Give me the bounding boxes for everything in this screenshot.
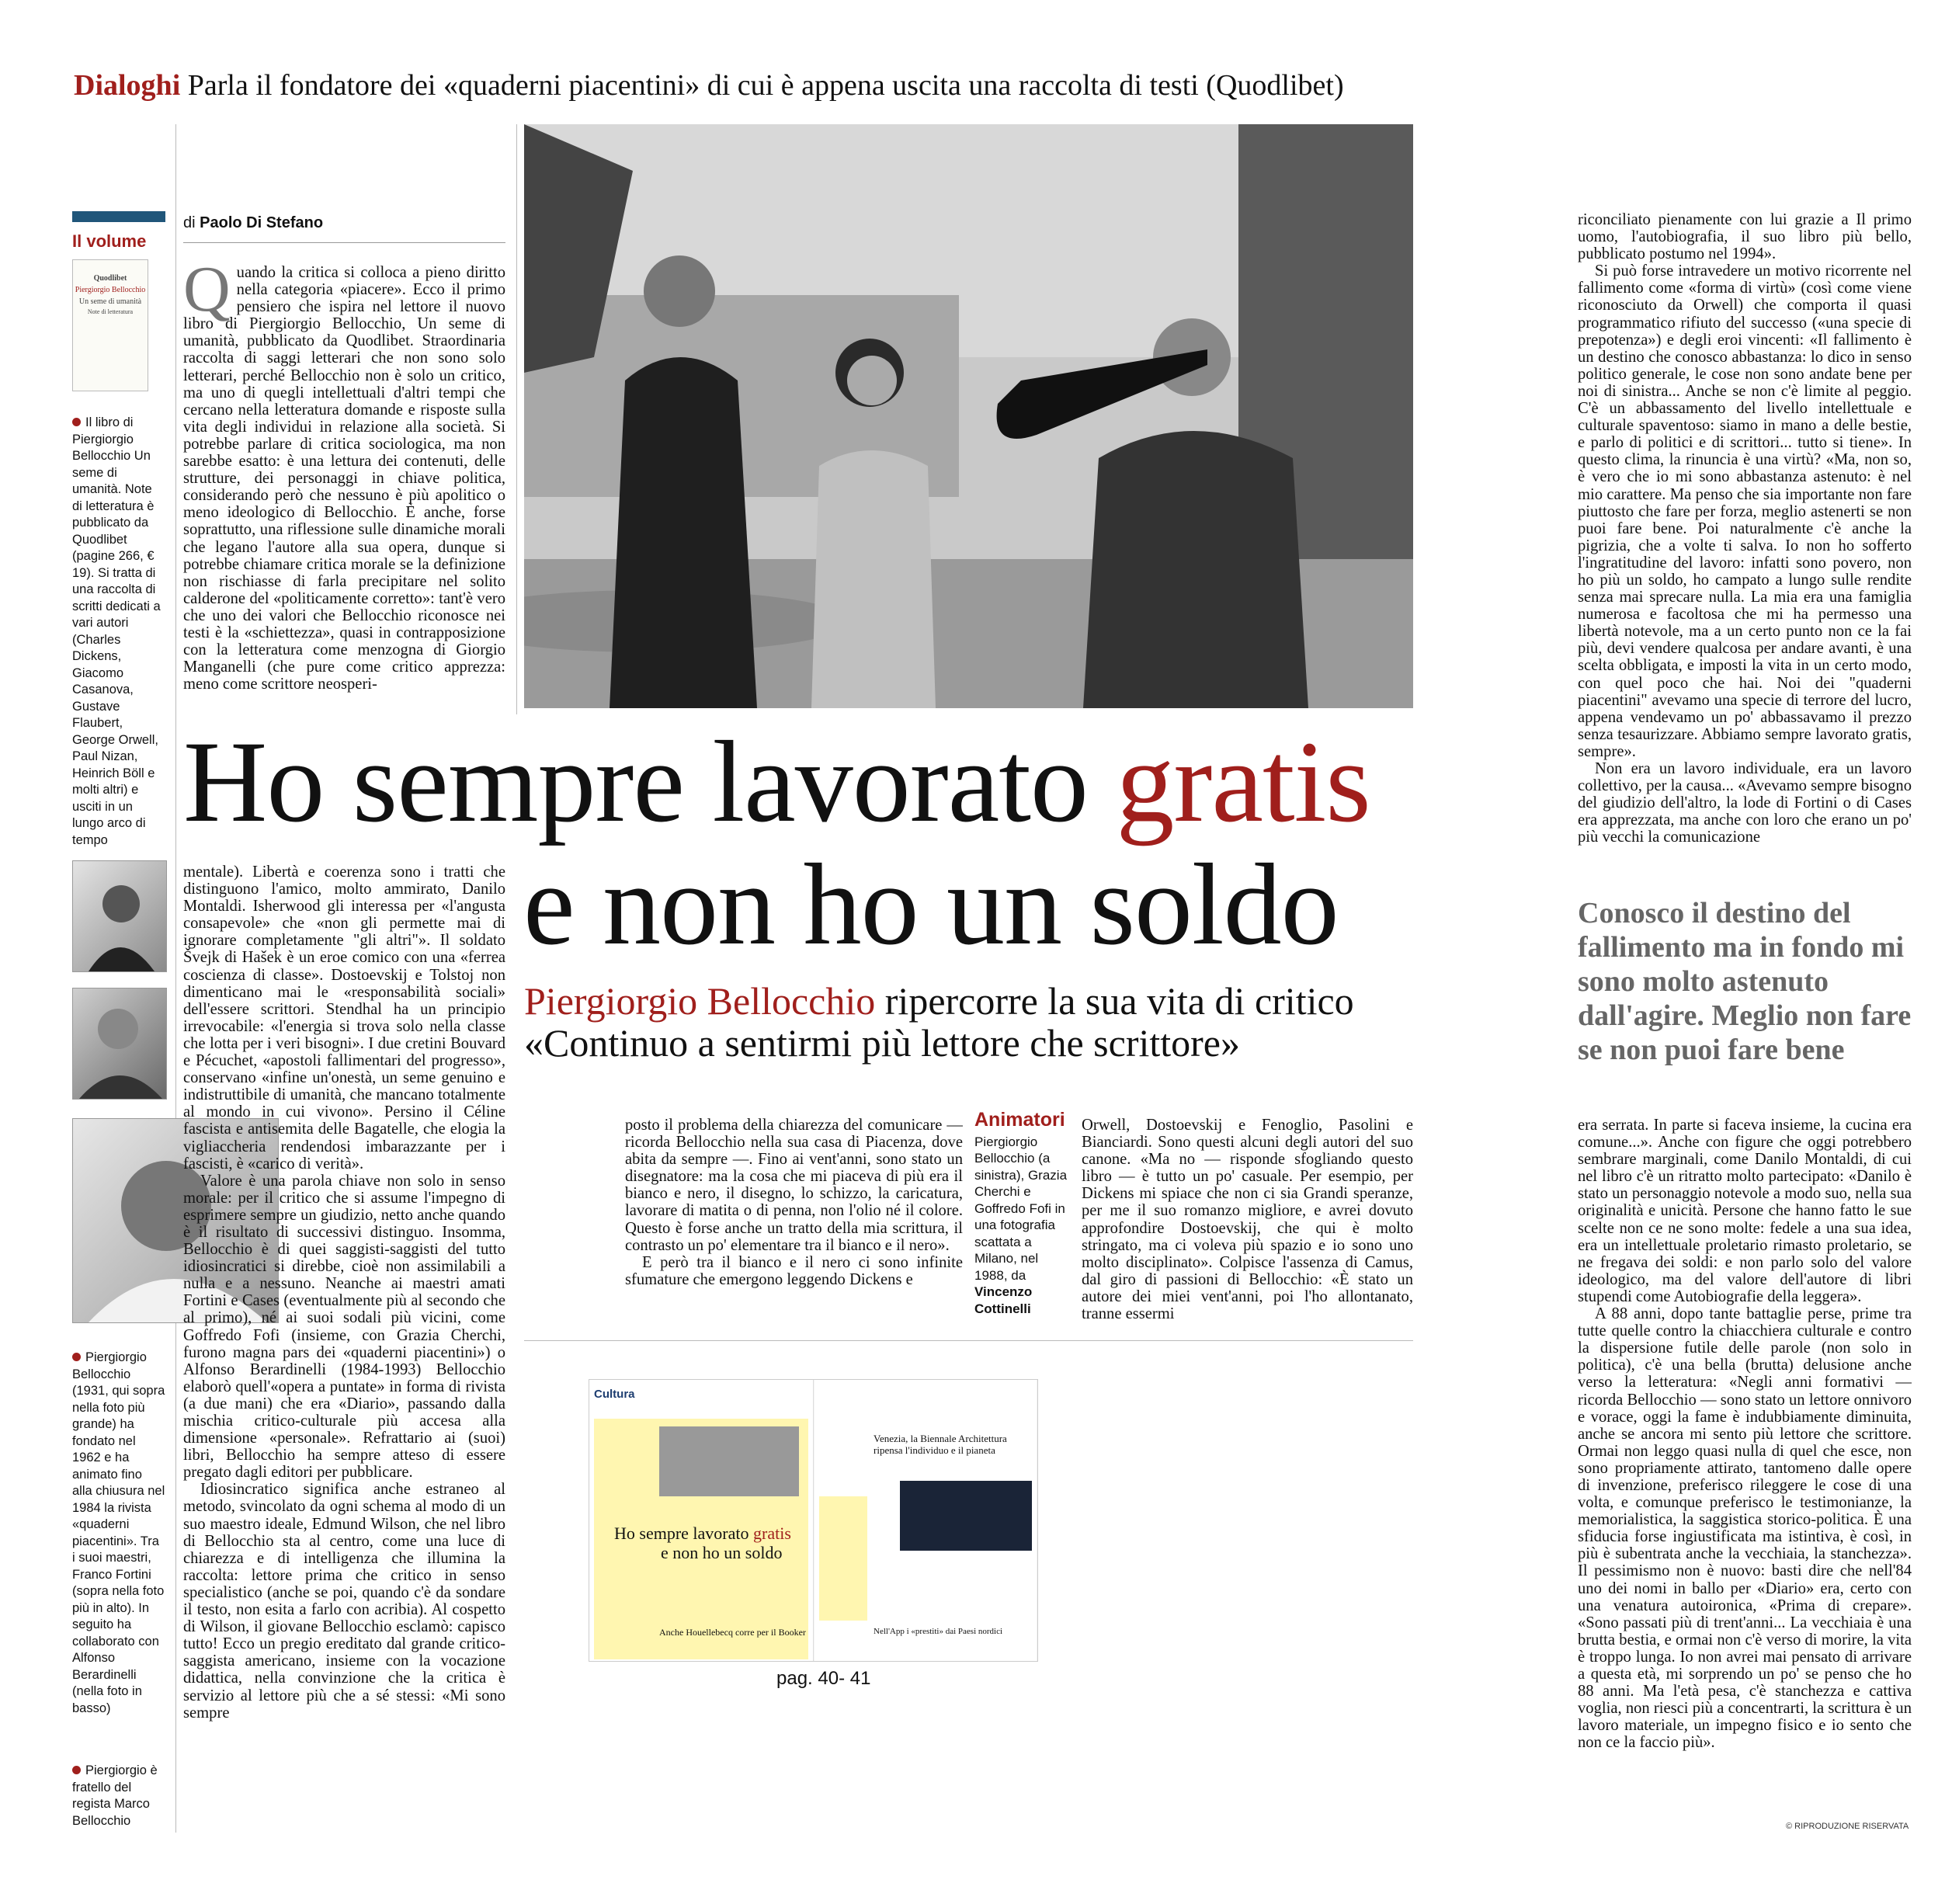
bullet-icon <box>72 418 81 426</box>
thumb-headline: Ho sempre lavorato gratis <box>614 1524 791 1543</box>
pull-quote: Conosco il destino del fallimento ma in fondo mi sono molto astenuto dall'agire. Meglio non fare se non puoi fare bene <box>1578 897 1912 1066</box>
book-publisher: Quodlibet <box>93 274 127 283</box>
thumb-left-page <box>589 1380 814 1661</box>
article-column-4b: era serrata. In parte si faceva insieme, la cucina era comune...». Anche con figure che oggi potrebbero sembrare marginali, come Danilo Montaldi, di cui nel libro c'è un ritratto molto partecipato: «Danilo è stato un personaggio notevole a modo suo, nella sua originalità e unicità. Persone che hanno fatto le sue scelte non ce ne sono molte: fedele a una sua idea, era un intellettuale proletario rimasto proletario, se ne fregava dei soldi: e non parlo solo del valore ideologico, ma del valore dell'autore di libri stupendi come Autobiografie della leggera». A 88 anni, dopo tante battaglie perse, prime tra tutte quelle contro la chiacchiera culturale e contro la dispersione futile delle parole (non solo in politica), c'è una bella (brutta) delusione anche verso la letteratura: «Negli anni formativi — ricorda Bellocchio — sono stato un lettore onnivoro e vorace, oggi la fame è indubbiamente diminuita, anche se ancora mi sento più lettore che scrittore. Ormai non leggo quasi nulla di quel che esce, non sono propriamente attirato, tantomeno dalle opere di invenzione, preferisco rileggere le cose di una volta, e comunque preferisco le testimonianze, la memorialistica, la saggistica storico-politica. È una sfiducia forse ingiustificata ma istintiva, è così, in più è subentrata anche la vecchiaia, la stanchezza». Il pessimismo non è nuovo: basti dire che nell'84 uno dei nomi in ballo per «Diario» era, certo con una venatura autoironica, «Prima di crepare». «Sono passati più di trent'anni... La vecchiaia è una brutta bestia, e ormai non c'è verso di morire, la vita è troppo lunga. Io non avrei mai pensato di arrivare a questa età, mi sorprendo un po' se penso che ho 88 anni. Ma l'età pesa, c'è stanchezza e cattiva voglia, non riesci più a concentrarti, la scrittura è un lavoro materiale, un impegno fisico e io sento che non ce la faccio più». <box>1578 1117 1912 1752</box>
photo-caption: Animatori Piergiorgio Bellocchio (a sinistra), Grazia Cherchi e Goffredo Fofi in una fotografia scattata a Milano, nel 1988, da Vincenzo Cottinelli <box>974 1109 1068 1316</box>
sidebar <box>72 211 165 849</box>
caption-title: Animatori <box>974 1109 1065 1131</box>
byline: di Paolo Di Stefano <box>183 214 324 231</box>
photo-credit: Vincenzo Cottinelli <box>974 1284 1033 1316</box>
book-title: Un seme di umanità <box>78 297 142 306</box>
kicker-tag: Dialoghi <box>74 69 181 102</box>
thumb-right-highlight <box>819 1496 867 1621</box>
thumb-headline-2: e non ho un soldo <box>661 1543 783 1562</box>
headline-highlight: gratis <box>1116 717 1370 846</box>
sidebar-note: Piergiorgio è fratello del regista Marco Bellocchio <box>72 1763 158 1828</box>
article-column-3: Orwell, Dostoevskij e Fenoglio, Pasolini e Bianciardi. Sono questi alcuni degli autori del suo canone. «Ma no — risponde sfogliando questo libro — è tutto un po' casuale. Per esempio, per Dickens mi spiace che non ci sia Grandi speranze, per me il suo romanzo migliore, e avrei dovuto approfondire Dostoevskij, che qui è molto stringato, ma ci voleva più spazio e io sono uno molto disciplinato». Colpisce l'assenza di Camus, dal giro di passioni di Bellocchio: «È stato un autore dei miei vent'anni, poi l'ho allontanato, tranne essermi <box>1082 1117 1413 1323</box>
portrait-berardinelli <box>72 988 167 1100</box>
sidebar-note: Il libro di Piergiorgio Bellocchio Un seme di umanità. Note di letteratura è pubblicato da Quodlibet (pagine 266, € 19). Si tratta di una raccolta di scritti dedicati a vari autori (Charles Dickens, Giacomo Casanova, Gustave Flaubert, George Orwell, Paul Nizan, Heinrich Böll e molti altri) e usciti in un lungo arco di tempo <box>72 415 161 847</box>
thumb-right-page <box>814 1380 1037 1661</box>
sidebar-bar <box>72 211 165 222</box>
portrait-fortini <box>72 860 167 972</box>
thumb-section: Cultura <box>594 1388 635 1401</box>
column-rule <box>175 124 176 1833</box>
byline-rule <box>183 242 505 243</box>
book-author: Piergiorgio Bellocchio <box>75 286 146 294</box>
section-divider <box>524 1340 1413 1341</box>
author-name: Paolo Di Stefano <box>200 214 324 231</box>
thumb-right-photo <box>900 1481 1032 1551</box>
headline-line2: e non ho un soldo <box>523 840 1339 969</box>
bullet-icon <box>72 1766 81 1774</box>
book-subtitle: Note di letteratura <box>87 308 134 315</box>
kicker-text: Parla il fondatore dei «quaderni piacentini» di cui è appena uscita una raccolta di testi (Quodlibet) <box>187 69 1344 102</box>
article-column-1: Quando la critica si colloca a pieno diritto nella categoria «piacere». Ecco il primo pensiero che ispira nel lettore il nuovo libro di Piergiorgio Bellocchio, Un seme di umanità, pubblicato da Quodlibet. Straordinaria raccolta di saggi letterari che non sono solo letterari, perché Bellocchio non è solo un critico, ma uno di quegli intellettuali d'altri tempi che cercano nella letteratura domande e risposte sulla vita degli individui in relazione alla società. Si potrebbe parlare di critica sociologica, ma non sarebbe esatto: è una lettura dei contenuti, delle strutture, dei personaggi in chiave politica, considerando però che nessuno è più apolitico o meno ideologico di Bellocchio. È anche, forse soprattutto, una riflessione sulle dinamiche morali che legano l'autore alla sua opera, dunque si potrebbe chiamare critica morale se la definizione non rischiasse di farla precipitare nel solito calderone del «politicamente corretto»: tant'è vero che uno dei valori che Bellocchio riconosce nei testi è la «schiettezza», quasi in contrapposizione con la letteratura come menzogna di Giorgio Manganelli (che pure come critico apprezza: meno come scrittore neosperi- <box>183 264 505 693</box>
kicker <box>74 68 1344 102</box>
deck-line2: «Continuo a sentirmi più lettore che scrittore» <box>524 1021 1240 1065</box>
thumb-photo <box>659 1426 799 1496</box>
headline-part1: Ho sempre lavorato <box>183 717 1117 846</box>
drop-cap: Q <box>183 264 231 325</box>
article-column-1b: mentale). Libertà e coerenza sono i tratti che distinguono l'amico, molto ammirato, Danilo Montaldi. Isherwood gli interessa per «l'angusta consapevole» che «non gli permette mai di ignorare completamente "gli altri"». Il soldato Švejk di Hašek è un eroe comico con una «ferrea coscienza di classe». Dostoevskij e Tolstoj non dimenticano mai le «responsabilità sociali» dell'essere scrittori. Stendhal ha un principio irrevocabile: «l'energia si trova solo nella classe che lotta per i veri bisogni». I due cretini Bouvard e Pécuchet, «apostoli fallimentari del progresso», conservano «infine un'onestà, un seme genuino e indistruttibile di umanità, che mancano totalmente al mondo in cui vivono». Persino il Céline fascista e antisemita delle Bagatelle, che elogia la vigliaccheria rendendosi imbarazzante per i fascisti, è «carico di verità». Valore è una parola chiave non solo in senso morale: per il critico che si assume l'impegno di esprimere sempre un giudizio, netto anche quando è il risultato di successivi distinguo. Insomma, Bellocchio è di quei saggisti-saggisti del tutto idiosincratici si direbbe, cioè non assimilabili a nulla e a nessuno. Neanche ai maestri amati Fortini e Cases (eventualmente più al secondo che al primo), né ai suoi sodali più vicini, come Goffredo Fofi (insieme, con Grazia Cherchi, furono magna pars dei «quaderni piacentini») o Alfonso Berardinelli (1984-1993) Bellocchio elaborò quell'«opera a puntate» in forma di rivista (a due mani) che era «Diario», passando dalla mischia critico-culturale più accesa alla dimensione «personale». Refrattario ai (suoi) libri, Bellocchio ha sempre atteso di essere pregato dagli editori per pubblicare. Idiosincratico significa anche estraneo al metodo, svincolato da ogni schema al modo di un suo maestro ideale, Edmund Wilson, che nel libro di Bellocchio sta al centro, come una luce di chiarezza e di intelligenza che illumina la raccolta: lettore prima che critico in senso specialistico (anche se poi, quando c'è da sondare il testo, non esita a farlo con acribia). Al cospetto di Wilson, il giovane Bellocchio esclamò: capisco tutto! Ecco un pregio ereditato dal grande critico-saggista americano, insieme con la vocazione didattica, nella convinzione che la critica è servizio al lettore più che a sé stessi: «Mi sono sempre <box>183 863 505 1722</box>
article-column-2: posto il problema della chiarezza del comunicare — ricorda Bellocchio nella sua casa di Piacenza, dove abita da sempre —. Fino ai vent'anni, sono stato un disegnatore: ma la cosa che mi piaceva di più era il bianco e nero, il disegno, lo schizzo, la caricatura, lavorare di matita o di penna, non l'olio né il colore. Questo è forse anche un tratto della mia scrittura, il contrasto un po' elementare tra il bianco e il nero». E però tra il bianco e il nero ci sono infinite sfumature che emergono leggendo Dickens e <box>625 1117 963 1288</box>
main-photo <box>524 124 1413 708</box>
copyright: © RIPRODUZIONE RISERVATA <box>1786 1822 1909 1831</box>
sidebar-note: Piergiorgio Bellocchio (1931, qui sopra nella foto più grande) ha fondato nel 1962 e ha animato fino alla chiusura nel 1984 la rivista «quaderni piacentini». Tra i suoi maestri, Franco Fortini (sopra nella foto più in alto). In seguito ha collaborato con Alfonso Berardinelli (nella foto in basso) <box>72 1350 165 1715</box>
thumb-bottom-left: Anche Houellebecq corre per il Booker <box>659 1627 806 1638</box>
article-column-4: riconciliato pienamente con lui grazie a Il primo uomo, l'autobiografia, il suo libro più bello, pubblicato postumo nel 1994». Si può forse intravedere un motivo ricorrente nel fallimento come «forma di virtù» (così come viene riconosciuto da Orwell) che comporta il quasi programmatico rifiuto del successo («una specie di prepotenza») e degli eroi vincenti: «Il fallimento è un destino che conosco abbastanza: lo dico in senso politico generale, le cose non sono andate bene per noi di sinistra... Anche se non c'è limite al peggio. C'è un abbassamento del livello intellettuale e culturale spaventoso: siamo in mano a delle bestie, e parlo di politici e di scrittori... tutto si tiene». In questo clima, la rinuncia è una virtù? «Ma, non so, è vero che io mi sono abbastanza astenuto: è nel mio carattere. Ma penso che sia importante non fare piuttosto che fare per forza, meglio astenerti se non puoi fare bene. Poi naturalmente c'è anche la pigrizia, che a volte ti salva. Io non ho sofferto l'ingratitudine del lavoro: infatti sono povero, non ho più un soldo, ho campato a lungo sulle rendite senza mai sprecare nulla. La mia era una famiglia numerosa e facoltosa che mi ha permesso una libertà notevole, ma a un certo punto non ce la fai più, devi vendere qualcosa per andare avanti, è una scelta obbligata, e imposti la vita in un certo modo, con quel poco che hai. Noi dei "quaderni piacentini" avevamo una specie di terrore del lucro, appena vendevamo un po' abbassavamo il prezzo senza tesaurizzare. Abbiamo sempre lavorato gratis, sempre». Non era un lavoro individuale, era un lavoro collettivo, per la causa... «Avevamo sempre bisogno del giudizio dell'altro, la lode di Fortini o di Cases era apprezzata, ma anche con loro che erano un po' più vecchi la comunicazione <box>1578 211 1912 846</box>
bullet-icon <box>72 1353 81 1361</box>
sidebar-title: Il volume <box>72 231 147 251</box>
page-thumbnail[interactable] <box>589 1379 1038 1662</box>
book-cover <box>72 259 148 391</box>
deck: Piergiorgio Bellocchio ripercorre la sua vita di critico «Continuo a sentirmi più lettore che scrittore» <box>524 979 1354 1065</box>
column-rule <box>516 124 517 714</box>
thumb-right-headline: Venezia, la Biennale Architettura ripensa l'individuo e il pianeta <box>874 1433 1007 1456</box>
thumb-bottom-right: Nell'App i «prestiti» dai Paesi nordici <box>874 1627 1003 1636</box>
page-label: pag. 40- 41 <box>776 1668 871 1689</box>
deck-name: Piergiorgio Bellocchio <box>524 979 876 1023</box>
